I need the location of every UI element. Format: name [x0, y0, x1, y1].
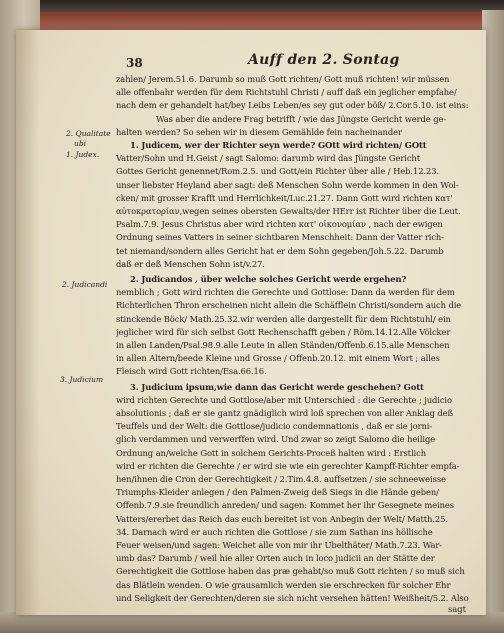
text-line: Vatter/Sohn und H.Geist / sagt Salomo: darumb wird das Jüngste Gericht	[116, 153, 420, 164]
text-line: umb das? Darumb / weil hie aller Orten auch in loco judicii an der Stätte der	[116, 553, 435, 564]
text-line: Vatters/ererbet das Reich das euch bereitet ist von Anbegin der Welt/ Matth.25.	[116, 513, 448, 524]
text-line: stinckende Böck/ Math.25.32.wir werden alle dargestellt für dem Richtstuhl/ ein	[116, 313, 451, 324]
text-line: alle offenbahr werden für dem Richtstuhl Christi / auff daß ein jeglicher empfahe/	[116, 87, 457, 98]
catchword: sagt	[448, 604, 467, 614]
margin-note-judex: 1. Judex.	[66, 150, 100, 159]
text-line: absolutionis ; daß er sie gantz gnädiglich wird loß sprechen von aller Anklag deß	[116, 408, 454, 418]
text-line: nach dem er gehandelt hat/bey Leibs Leben/es sey gut oder böß/ 2.Cor.5.10. ist eins:	[116, 100, 469, 111]
text-line: Psalm.7.9. Jesus Christus aber wird richten κατ' οἰκονομίαν , nach der ewigen	[116, 219, 443, 230]
running-head: Auff den 2. Sontag	[248, 52, 400, 68]
text-line-heading: 1. Judicem, wer der Richter seyn werde? GOtt wird richten/ GOtt	[130, 140, 427, 150]
text-line: daß er deß Menschen Sohn ist/v.27.	[116, 258, 265, 269]
text-line: und Seligkeit der Gerechten/deren sie sich nicht versehen hätten! Weißheit/5.2. Also	[116, 592, 469, 603]
text-line: Offenb.7.9.sie freundlich anreden/ und sagen: Kommet her ihr Gesegnete meines	[116, 500, 454, 511]
page-body-text	[116, 72, 488, 602]
margin-note-qualitate: 2. Qualitate	[66, 129, 111, 138]
text-line: unser liebster Heyland aber sagt: deß Menschen Sohn werde kommen in den Wol-	[116, 179, 459, 190]
text-line: zahlen/ Jerem.51.6. Darumb so muß Gott richten/ Gott muß richten! wir müssen	[116, 74, 450, 84]
text-line: in allen Altern/beede Kleine und Grosse / Offenb.20.12. mit einem Wort ; alles	[116, 353, 440, 364]
text-line: Richterlichen Thron erscheinen nicht allein die Schäfflein Christi/sondern auch die	[116, 300, 462, 311]
text-line: halten werden? So sehen wir in diesem Gemählde fein nacheinander	[116, 126, 402, 137]
page-number: 38	[126, 56, 143, 70]
text-line: 34. Darnach wird er auch richten die Gottlose / sie zum Sathan ins höllische	[116, 526, 433, 537]
page-gutter-shadow	[16, 30, 40, 615]
text-line: tet niemand/sondern alles Gericht hat er dem Sohn gegeben/Joh.5.22. Darumb	[116, 245, 444, 256]
text-line: hen/ihnen die Cron der Gerechtigkeit / 2.Tim.4.8. auffsetzen / sie schneeweisse	[116, 474, 446, 484]
margin-note-ubi: ubi	[74, 139, 87, 148]
text-line: Was aber die andere Frag betrifft / wie das Jüngste Gericht werde ge-	[156, 113, 447, 124]
text-line: jeglicher wird für sich selbst Gott Rechenschafft geben / Röm.14.12.Alle Völcker	[116, 326, 451, 337]
text-line: Ordnung seines Vatters in seiner sichtbaren Menschheit: Dann der Vatter rich-	[116, 232, 444, 243]
text-line: das Blätlein wenden. O wie grausamlich werden sie erschrecken für solcher Ehr	[116, 579, 451, 590]
text-line: Teuffels und der Welt: die Gottlose/judicio condemnationis , daß er sie jorni-	[116, 421, 433, 432]
text-line: αὐτοκρατορίαν,wegen seines obersten Gewalts/der HErr ist Richter über die Leut.	[116, 206, 461, 216]
text-line: Gerechtigkeit die Gottlose haben das præ gehabt/so muß Gott richten / so muß sich	[116, 566, 465, 577]
text-line: in allen Landen/Psal.98.9.alle Leute in allen Ständen/Offenb.6.15.alle Menschen	[116, 340, 450, 350]
text-line: nemblich ; Gott wird richten die Gerechte und Gottlose: Dann da werden für dem	[116, 287, 455, 298]
margin-note-judicandi: 2. Judicandi	[62, 280, 108, 289]
book-page	[16, 30, 486, 615]
margin-note-judicium: 3. Judicium	[60, 375, 104, 384]
text-line: Gottes Gericht genennet/Rom.2.5. und Gott/ein Richter über alle / Heb.12.23.	[116, 166, 440, 177]
text-line: glich verdammen und verwerffen wird. Und zwar so zeigt Salomo die heilige	[116, 434, 436, 445]
text-line: wird richten Gerechte und Gottlose/aber mit Unterschied : die Gerechte ; judicio	[116, 394, 452, 405]
text-line-heading: 3. Judicium ipsum,wie dann das Gericht werde geschehen? Gott	[130, 381, 424, 392]
book-cover-bottom	[0, 612, 504, 633]
text-line: Feuer weisen/und sagen: Weichet alle von mir ihr Ubelthäter/ Math.7.23. War-	[116, 540, 443, 550]
text-line: Ordnung an/welche Gott in solchem Gerichts-Proceß halten wird : Erstlich	[116, 447, 426, 458]
text-line: wird er richten die Gerechte / er wird sie wie ein gerechter Kampff-Richter empfa-	[116, 460, 460, 471]
text-line-heading: 2. Judicandos , über welche solches Gericht werde ergehen?	[130, 274, 407, 284]
text-line: Fleisch wird Gott richten/Esa.66.16.	[116, 366, 267, 377]
text-line: cken/ mit grosser Krafft und Herrlichkeit/Luc.21.27. Dann Gott wird richten κατ'	[116, 192, 453, 203]
text-line: Triumphs-Kleider anlegen / den Palmen-Zweig deß Siegs in die Hände geben/	[116, 487, 439, 498]
